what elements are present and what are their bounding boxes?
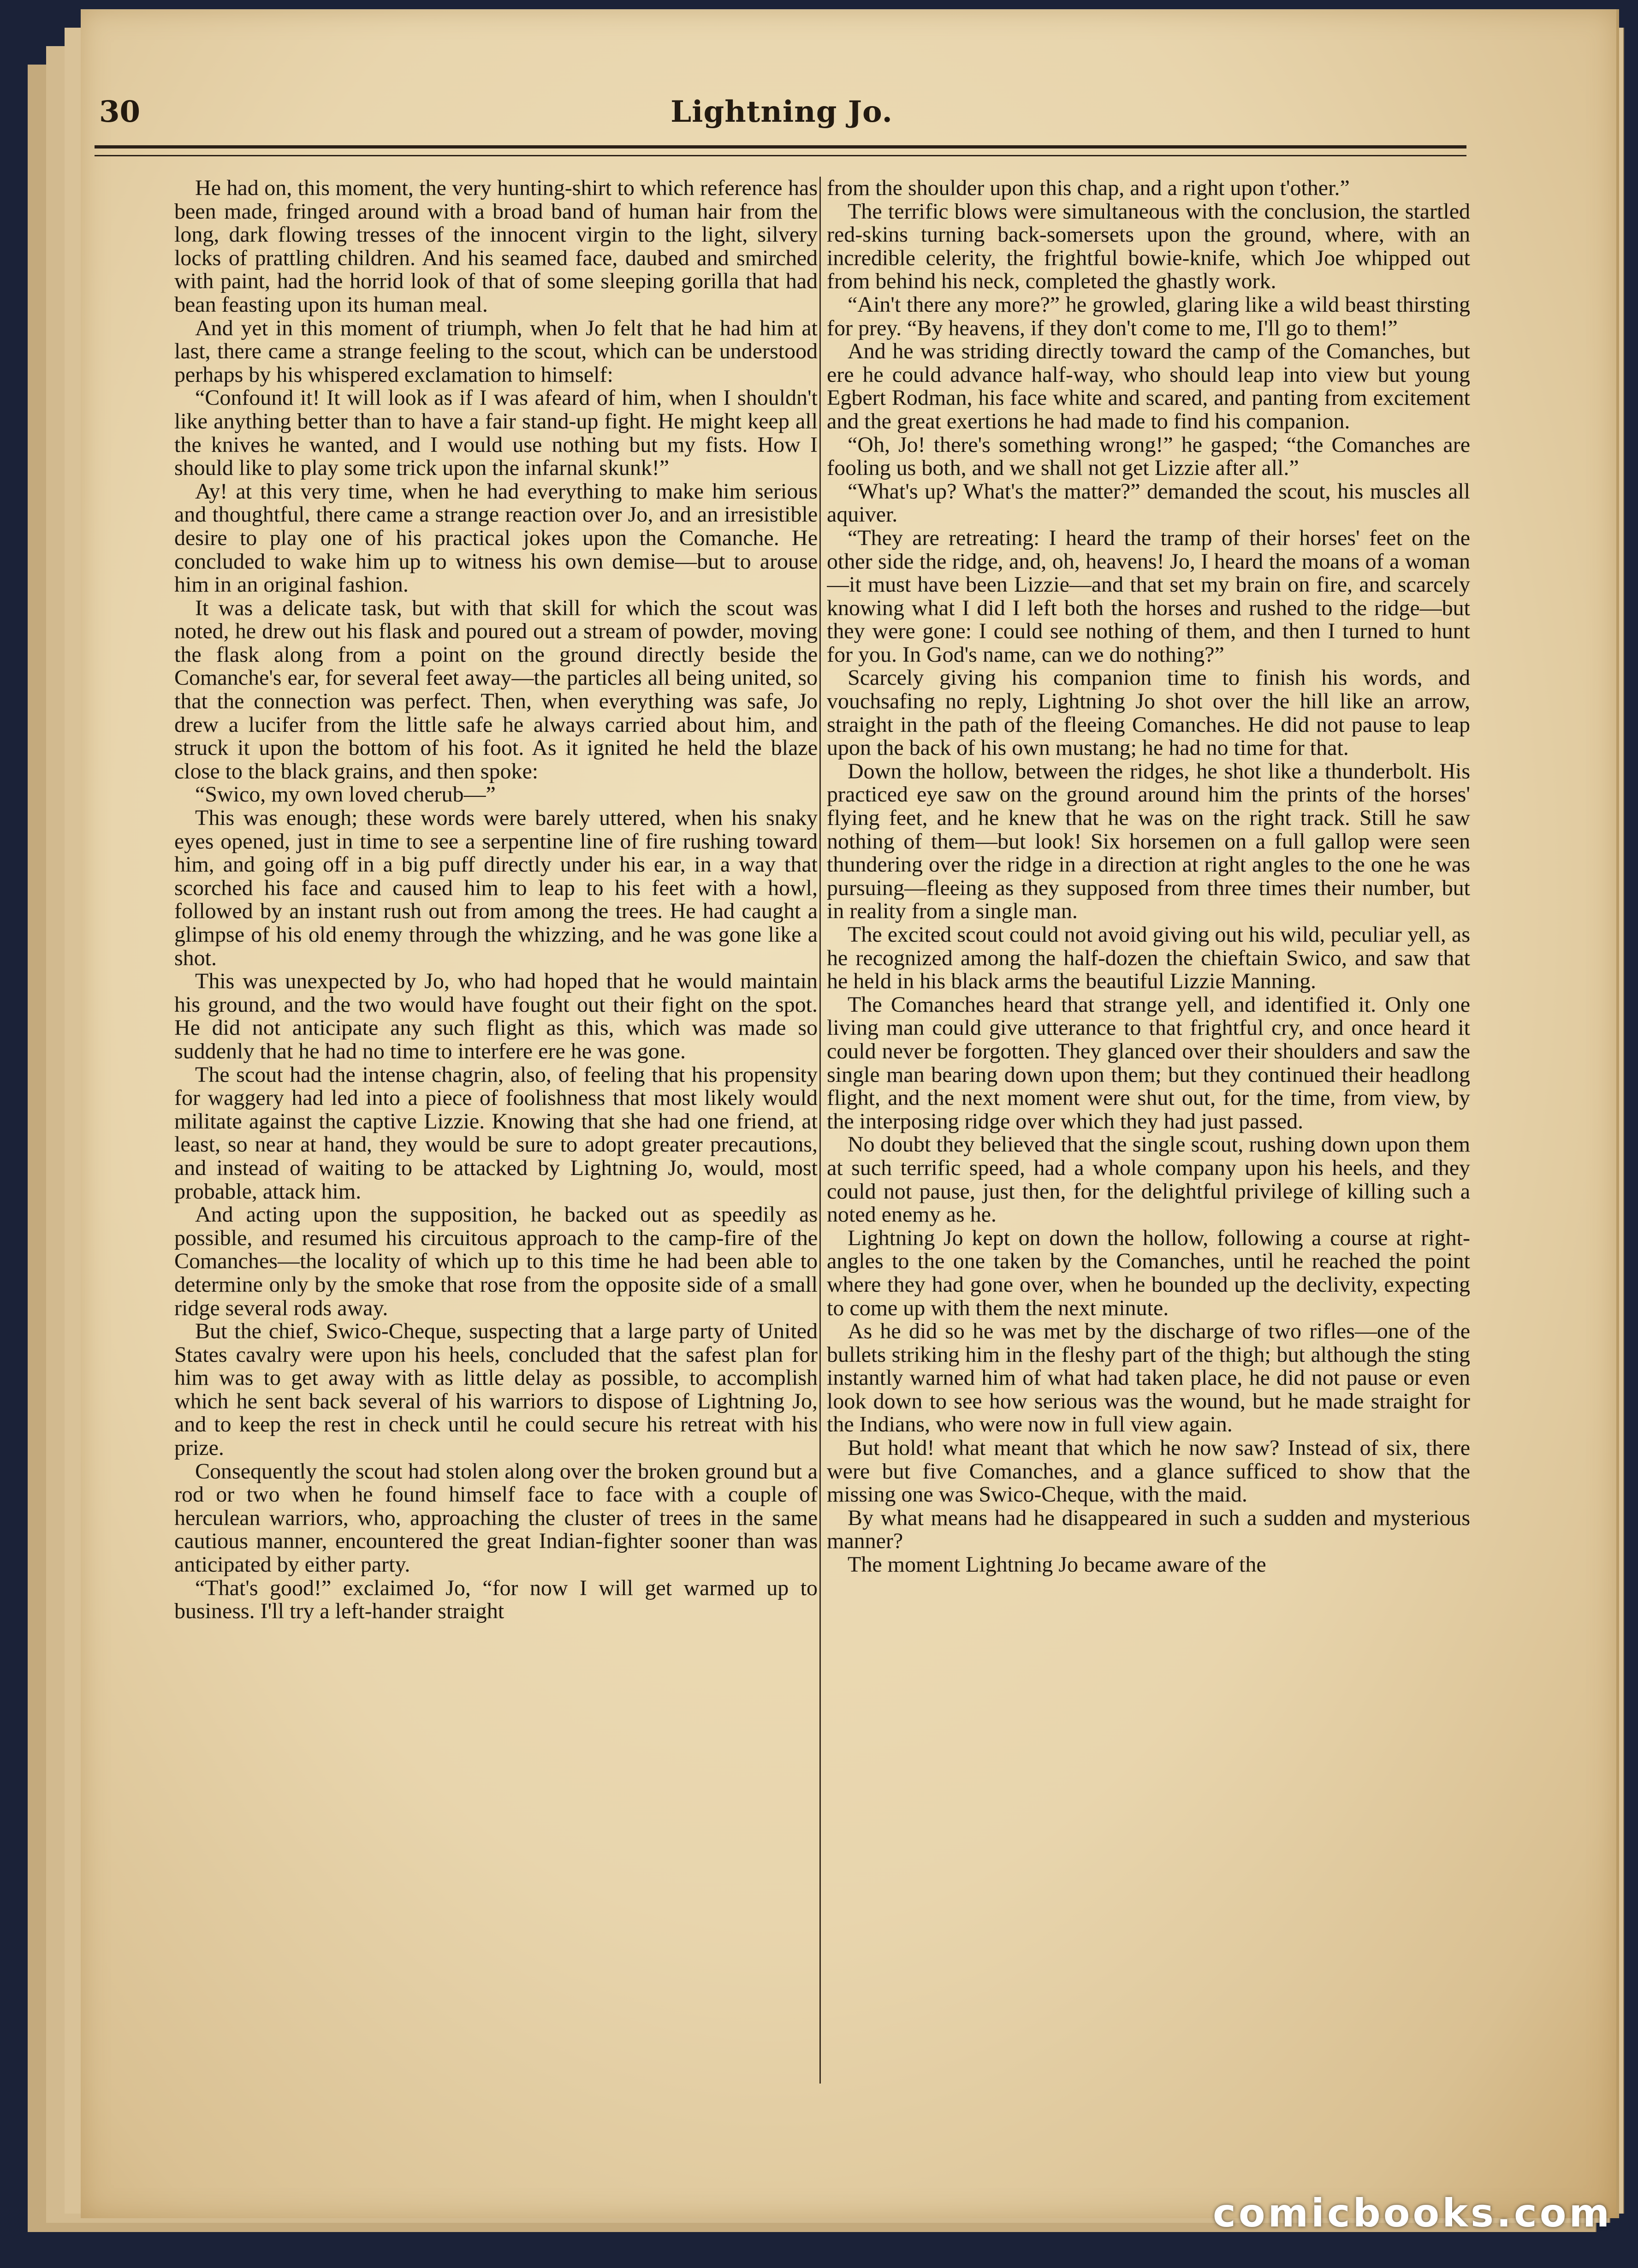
running-title: Lightning Jo. <box>671 95 893 129</box>
paragraph: The excited scout could not avoid giving out his wild, peculiar yell, as he recognized among the half-dozen the chieftain Swico, and saw that he held in his black arms the beautiful Lizzie Manning. <box>827 922 1470 994</box>
paragraph: The moment Lightning Jo became aware of the <box>848 1552 1266 1577</box>
paragraph: “Ain't there any more?” he growled, glaring like a wild beast thirsting for prey. “By heavens, if they don't come to me, I'll go to them!” <box>827 292 1470 340</box>
watermark: comicbooks.com <box>1213 2191 1612 2236</box>
paragraph: No doubt they believed that the single scout, rushing down upon them at such terrific speed, had a whole company upon his heels, and they could not pause, just then, for the delightful privilege of killing such a noted enemy as he. <box>827 1132 1470 1227</box>
right-column <box>827 177 1470 2084</box>
paragraph: “Confound it! It will look as if I was afeard of him, when I shouldn't like anything better than to have a fair stand-up fight. He might keep all the knives he wanted, and I would use nothing but my fists. How I should like to play some trick upon the infarnal skunk!” <box>174 386 818 481</box>
paragraph: And he was striding directly toward the camp of the Comanches, but ere he could advance half-way, who should leap into view but young Egbert Rodman, his face white and scared, and panting from excitement and the great exertions he had made to find his companion. <box>827 339 1470 433</box>
paragraph: Scarcely giving his companion time to finish his words, and vouchsafing no reply, Lightning Jo shot over the hill like an arrow, straight in the path of the fleeing Comanches. He did not pause to leap upon the back of his own mustang; he had no time for that. <box>827 665 1470 760</box>
paragraph: The terrific blows were simultaneous with the conclusion, the startled red-skins turning back-somersets upon the ground, where, with an incredible celerity, the frightful bowie-knife, which Joe whipped out from behind his neck, completed the ghastly work. <box>827 199 1470 294</box>
paragraph: “They are retreating: I heard the tramp of their horses' feet on the other side the ridge, and, oh, heavens! Jo, I heard the moans of a woman—it must have been Lizzie—and that set my brain on fire, and scarcely knowing what I did I left both the horses and rushed to the ridge—but they were gone: I could see nothing of them, and then I turned to hunt for you. In God's name, can we do nothing?” <box>827 525 1470 667</box>
page-header <box>99 95 1464 136</box>
paragraph: He had on, this moment, the very hunting-shirt to which reference has been made, fringed around with a broad band of human hair from the long, dark flowing tresses of the innocent virgin to the light, silvery locks of prattling children. And his seamed face, daubed and smirched with paint, had the horrid look of that of some sleeping gorilla that had bean feasting upon its human meal. <box>174 177 818 317</box>
paragraph: The scout had the intense chagrin, also, of feeling that his propensity for waggery had led into a piece of foolishness that most likely would militate against the captive Lizzie. Knowing that she had one friend, at least, so near at hand, they would be sure to adopt greater precautions, and instead of waiting to be attacked by Lightning Jo, would, most probable, attack him. <box>174 1062 818 1204</box>
paragraph: By what means had he disappeared in such a sudden and mysterious manner? <box>827 1505 1470 1554</box>
left-column <box>174 177 818 2084</box>
paragraph: Ay! at this very time, when he had everything to make him serious and thoughtful, there came a strange reaction over Jo, and an irresistible desire to play one of his practical jokes upon the Comanche. He concluded to wake him up to witness his own demise—but to arouse him in an original fashion. <box>174 479 818 597</box>
paragraph: “Swico, my own loved cherub—” <box>195 782 496 807</box>
paragraph: from the shoulder upon this chap, and a right upon t'other.” <box>827 177 1350 200</box>
paragraph: Consequently the scout had stolen along over the broken ground but a rod or two when he found himself face to face with a couple of herculean warriors, who, approaching the cluster of trees in the same cautious manner, encountered the great Indian-fighter sooner than was anticipated by either party. <box>174 1459 818 1577</box>
paragraph: And yet in this moment of triumph, when Jo felt that he had him at last, there came a strange feeling to the scout, which can be understood perhaps by his whispered exclamation to himself: <box>174 315 818 387</box>
paragraph: But hold! what meant that which he now saw? Instead of six, there were but five Comanches, and a glance sufficed to show that the missing one was Swico-Cheque, with the maid. <box>827 1436 1470 1507</box>
paragraph: Down the hollow, between the ridges, he shot like a thunderbolt. His practiced eye saw on the ground around him the prints of the horses' flying feet, and he knew that he was on the right track. Still he saw nothing of them—but look! Six horsemen on a full gallop were seen thundering over the ridge in a direction at right angles to the one he was pursuing—fleeing as they supposed from three times their number, but in reality from a single man. <box>827 759 1470 924</box>
paragraph: “That's good!” exclaimed Jo, “for now I will get warmed up to business. I'll try a left-hander straight <box>174 1575 818 1624</box>
paragraph: “What's up? What's the matter?” demanded the scout, his muscles all aquiver. <box>827 479 1470 527</box>
paragraph: And acting upon the supposition, he backed out as speedily as possible, and resumed his circuitous approach to the camp-fire of the Comanches—the locality of which up to this time he had been able to determine only by the smoke that rose from the opposite side of a small ridge several rods away. <box>174 1202 818 1320</box>
header-rule <box>95 145 1466 156</box>
paragraph: This was enough; these words were barely uttered, when his snaky eyes opened, just in time to see a serpentine line of fire rushing toward him, and going off in a big puff directly under his ear, in a way that scorched his face and caused him to leap to his feet with a howl, followed by an instant rush out from among the trees. He had caught a glimpse of his old enemy through the whizzing, and he was gone like a shot. <box>174 806 818 970</box>
paragraph: Lightning Jo kept on down the hollow, following a course at right-angles to the one taken by the Comanches, until he reached the point where they had gone over, when he bounded up the declivity, expecting to come up with them the next minute. <box>827 1225 1470 1320</box>
paragraph: It was a delicate task, but with that skill for which the scout was noted, he drew out his flask and poured out a stream of powder, moving the flask along from a point on the ground directly beside the Comanche's ear, for several feet away—the particles all being united, so that the connection was perfect. Then, when everything was safe, Jo drew a lucifer from the little safe he always carried about him, and struck it upon the bottom of his foot. As it ignited he held the blaze close to the black grains, and then spoke: <box>174 595 818 784</box>
paragraph: As he did so he was met by the discharge of two rifles—one of the bullets striking him in the fleshy part of the thigh; but although the sting instantly warned him of what had taken place, he did not pause or even look down to see how serious was the wound, but he made straight for the Indians, who were now in full view again. <box>827 1319 1470 1437</box>
column-divider <box>819 177 821 2084</box>
page-number: 30 <box>99 95 141 129</box>
paragraph: The Comanches heard that strange yell, and identified it. Only one living man could give utterance to that frightful cry, and once heard it could never be forgotten. They glanced over their shoulders and saw the single man bearing down upon them; but they continued their headlong flight, and the next moment were shut out, for the time, from view, by the interposing ridge over which they had just passed. <box>827 992 1470 1134</box>
paragraph: This was unexpected by Jo, who had hoped that he would maintain his ground, and the two would have fought out their fight on the spot. He did not anticipate any such flight as this, which was made so suddenly that he had no time to interfere ere he was gone. <box>174 969 818 1063</box>
paragraph: But the chief, Swico-Cheque, suspecting that a large party of United States cavalry were upon his heels, concluded that the safest plan for him was to get away with as little delay as possible, to accomplish which he sent back several of his warriors to dispose of Lightning Jo, and to keep the rest in check until he could secure his retreat with his prize. <box>174 1319 818 1461</box>
paragraph: “Oh, Jo! there's something wrong!” he gasped; “the Comanches are fooling us both, and we shall not get Lizzie after all.” <box>827 432 1470 481</box>
